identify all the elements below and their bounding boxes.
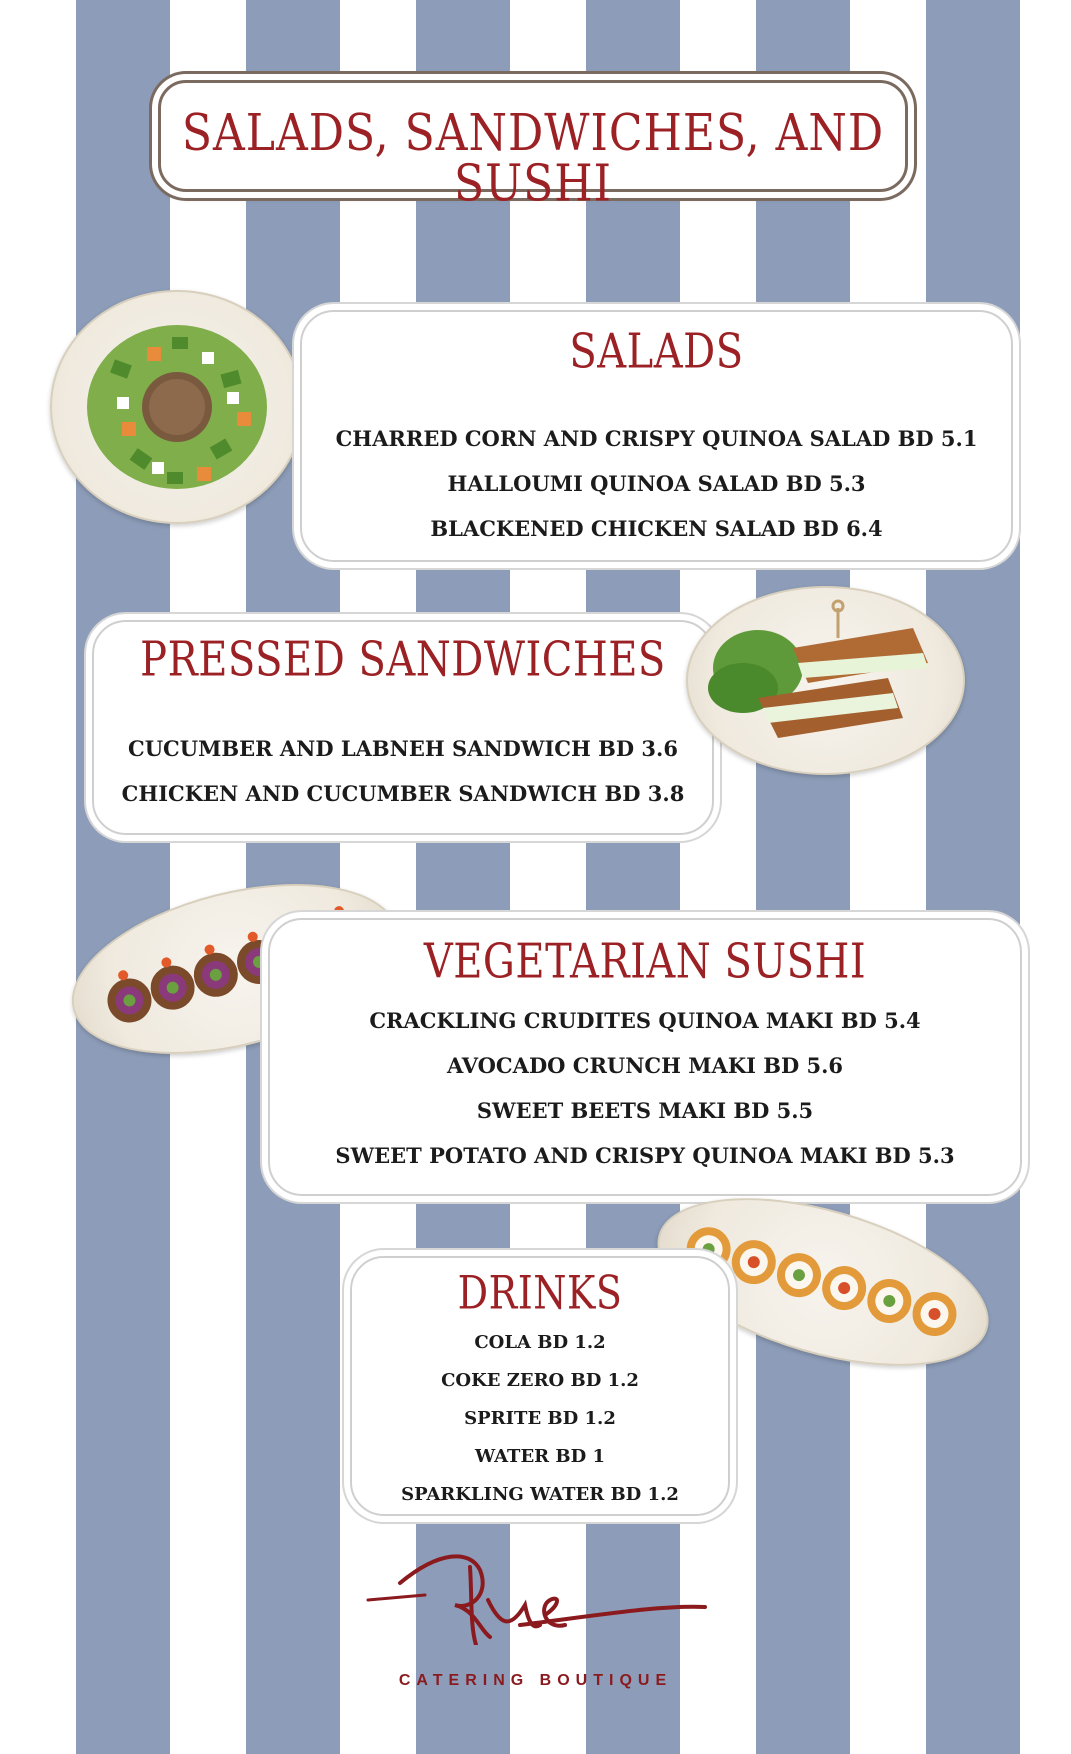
drinks-plaque [350,1256,730,1516]
sandwich-icon [688,588,963,773]
title-plaque [158,80,908,214]
sandwich-item: CUCUMBER AND LABNEH SANDWICH BD 3.6 [128,736,678,761]
salad-plate-illustration [50,290,304,524]
drink-item: COLA BD 1.2 [474,1332,606,1353]
sandwich-plate-illustration [686,586,965,775]
sushi-plaque [268,918,1022,1196]
drink-item: COKE ZERO BD 1.2 [441,1370,639,1391]
drink-item: WATER BD 1 [475,1446,605,1467]
sushi-item: AVOCADO CRUNCH MAKI BD 5.6 [446,1053,844,1078]
sandwiches-title: PRESSED SANDWICHES [140,632,666,688]
sushi-title: VEGETARIAN SUSHI [423,934,867,990]
salad-item: HALLOUMI QUINOA SALAD BD 5.3 [447,471,866,496]
salad-item: CHARRED CORN AND CRISPY QUINOA SALAD BD 5.1 [335,426,978,451]
drink-item: SPARKLING WATER BD 1.2 [401,1484,679,1505]
salads-title: SALADS [569,324,744,380]
sushi-item: SWEET BEETS MAKI BD 5.5 [476,1098,814,1123]
salads-plaque [300,310,1013,562]
rue-logo-signature [0,1545,1071,1645]
salad-item: BLACKENED CHICKEN SALAD BD 6.4 [430,516,883,541]
logo-subtitle: CATERING BOUTIQUE [398,1672,673,1689]
page-title: SALADS, SANDWICHES, AND SUSHI [181,103,885,214]
sandwich-item: CHICKEN AND CUCUMBER SANDWICH BD 3.8 [121,781,685,806]
sandwiches-plaque [92,620,714,835]
sushi-item: CRACKLING CRUDITES QUINOA MAKI BD 5.4 [369,1008,921,1033]
sushi-item: SWEET POTATO AND CRISPY QUINOA MAKI BD 5.3 [335,1143,955,1168]
salad-icon [52,292,302,522]
drink-item: SPRITE BD 1.2 [464,1408,616,1429]
drinks-title: DRINKS [457,1266,623,1320]
